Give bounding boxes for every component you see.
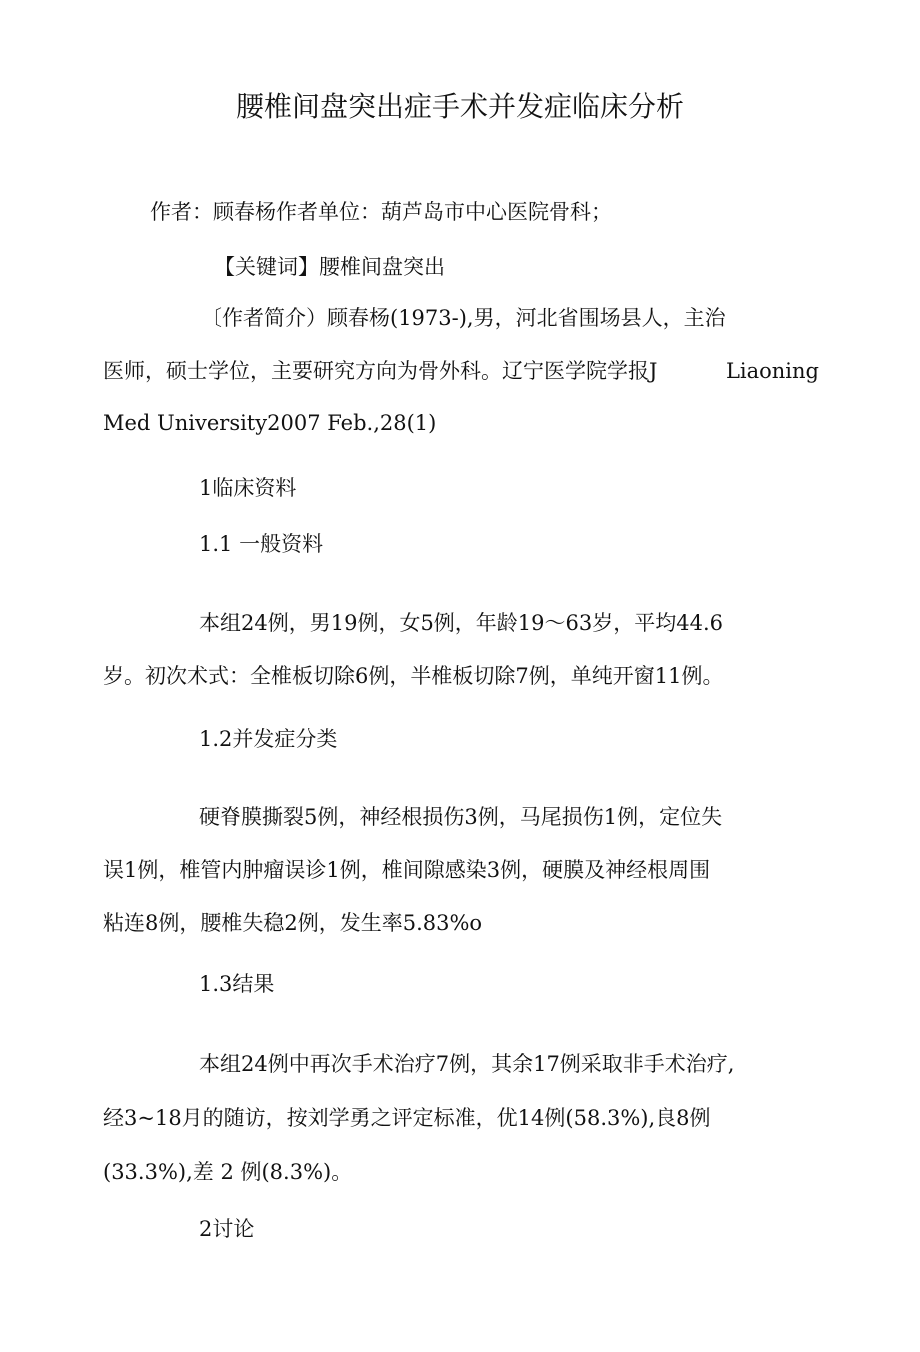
results-line-1: 本组24例中再次手术治疗7例，其余17例采取非手术治疗, [199, 1052, 735, 1076]
bio-line-2-text: 医师，硕士学位，主要研究方向为骨外科。辽宁医学院学报J [103, 359, 658, 383]
results-line-2: 经3~18月的随访，按刘学勇之评定标准，优14例(58.3%),良8例 [103, 1106, 711, 1130]
results-line-3: (33.3%),差 2 例(8.3%)。 [103, 1160, 353, 1184]
author-line: 作者：顾春杨作者单位：葫芦岛市中心医院骨科； [150, 200, 612, 224]
complications-line-1: 硬脊膜撕裂5例，神经根损伤3例，马尾损伤1例，定位失 [199, 805, 723, 829]
complications-line-2: 误1例，椎管内肿瘤误诊1例，椎间隙感染3例，硬膜及神经根周围 [103, 858, 711, 882]
bio-line-2-journal: Liaoning [725, 359, 819, 383]
document-title: 腰椎间盘突出症手术并发症临床分析 [235, 90, 684, 123]
section-1-3-heading: 1.3结果 [199, 972, 275, 996]
keywords-line: 【关键词】腰椎间盘突出 [214, 255, 445, 279]
section-1-heading: 1临床资料 [199, 476, 297, 500]
section-1-1-heading: 1.1 一般资料 [199, 532, 324, 556]
general-info-line-2: 岁。初次术式：全椎板切除6例，半椎板切除7例，单纯开窗11例。 [103, 664, 724, 688]
section-2-heading: 2讨论 [199, 1217, 255, 1241]
section-1-2-heading: 1.2并发症分类 [199, 727, 338, 751]
bio-line-3: Med University2007 Feb.,28(1) [103, 411, 437, 435]
bio-line-1: 〔作者简介）顾春杨(1973-),男，河北省围场县人，主治 [201, 306, 726, 330]
complications-line-3: 粘连8例，腰椎失稳2例，发生率5.83%o [103, 911, 483, 935]
general-info-line-1: 本组24例，男19例，女5例，年龄19〜63岁，平均44.6 [199, 611, 724, 635]
bio-line-2 [103, 358, 819, 384]
